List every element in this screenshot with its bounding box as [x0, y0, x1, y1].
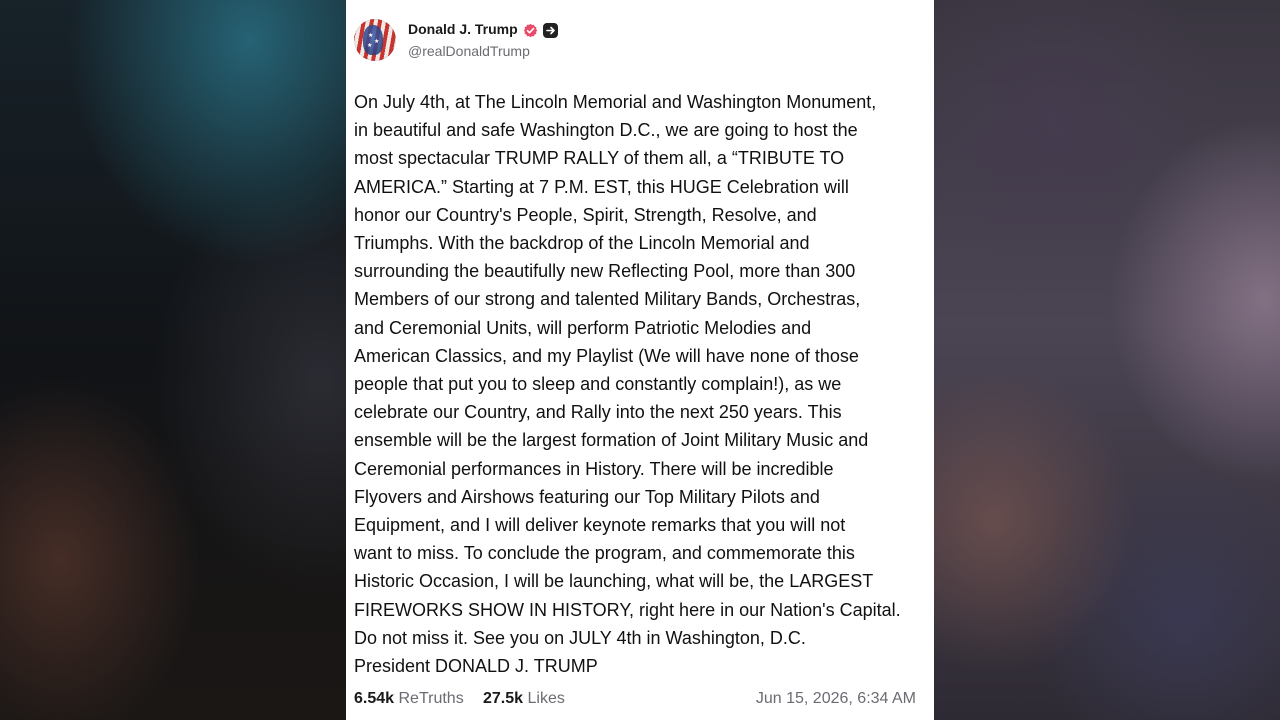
author-handle[interactable]: @realDonaldTrump — [408, 43, 530, 59]
post-body — [354, 88, 924, 680]
avatar-star-icon: ★ — [367, 43, 373, 49]
retruths-count: 6.54k — [354, 690, 395, 707]
post-body-line: most spectacular TRUMP RALLY of them all, a “TRIBUTE TO — [354, 148, 845, 169]
retruths-label: ReTruths — [398, 690, 464, 707]
avatar-star-icon: ★ — [374, 39, 380, 45]
verified-badge-icon — [523, 23, 538, 38]
background-right — [934, 0, 1280, 720]
post-body-line: surrounding the beautifully new Reflecting Pool, more than 300 — [354, 261, 856, 282]
avatar-face — [363, 25, 383, 55]
post-body-line: people that put you to sleep and constantly complain!), as we — [354, 374, 842, 395]
post-body-line: celebrate our Country, and Rally into the next 250 years. This — [354, 402, 842, 423]
avatar-star-icon: ★ — [368, 33, 374, 39]
post-body-line: On July 4th, at The Lincoln Memorial and Washington Monument, — [354, 92, 877, 112]
avatar[interactable] — [354, 19, 396, 61]
post-body-line: AMERICA.” Starting at 7 P.M. EST, this HUGE Celebration will — [354, 176, 849, 197]
post-footer — [354, 690, 916, 710]
post-body-line: FIREWORKS SHOW IN HISTORY, right here in our Nation's Capital. — [354, 599, 901, 620]
author-display-name[interactable]: Donald J. Trump — [408, 21, 518, 37]
likes-stat[interactable] — [483, 690, 565, 708]
more-options-icon[interactable] — [543, 23, 558, 38]
post-body-line: Equipment, and I will deliver keynote remarks that you will not — [354, 515, 846, 536]
post-body-line: want to miss. To conclude the program, and commemorate this — [354, 543, 855, 564]
post-body-line: ensemble will be the largest formation of Joint Military Music and — [354, 430, 869, 451]
post-body-line: Members of our strong and talented Military Bands, Orchestras, — [354, 289, 861, 310]
post-body-line: Do not miss it. See you on JULY 4th in Washington, D.C. — [354, 627, 806, 648]
post-body-line: President DONALD J. TRUMP — [354, 656, 598, 677]
post-body-line: Flyovers and Airshows featuring our Top Military Pilots and — [354, 486, 820, 507]
post-body-line: Triumphs. With the backdrop of the Lincoln Memorial and — [354, 233, 810, 254]
post-body-line: Ceremonial performances in History. There will be incredible — [354, 458, 834, 479]
post-body-line: American Classics, and my Playlist (We will have none of those — [354, 345, 859, 366]
background-left — [0, 0, 346, 720]
post-body-line: Historic Occasion, I will be launching, what will be, the LARGEST — [354, 571, 874, 592]
post-body-line: and Ceremonial Units, will perform Patriotic Melodies and — [354, 317, 812, 338]
post-body-line: in beautiful and safe Washington D.C., we are going to host the — [354, 120, 858, 141]
likes-label: Likes — [527, 690, 565, 707]
retruths-stat[interactable] — [354, 690, 464, 708]
post-body-line: honor our Country's People, Spirit, Strength, Resolve, and — [354, 204, 817, 225]
likes-count: 27.5k — [483, 690, 524, 707]
post-timestamp[interactable]: Jun 15, 2026, 6:34 AM — [755, 690, 916, 707]
